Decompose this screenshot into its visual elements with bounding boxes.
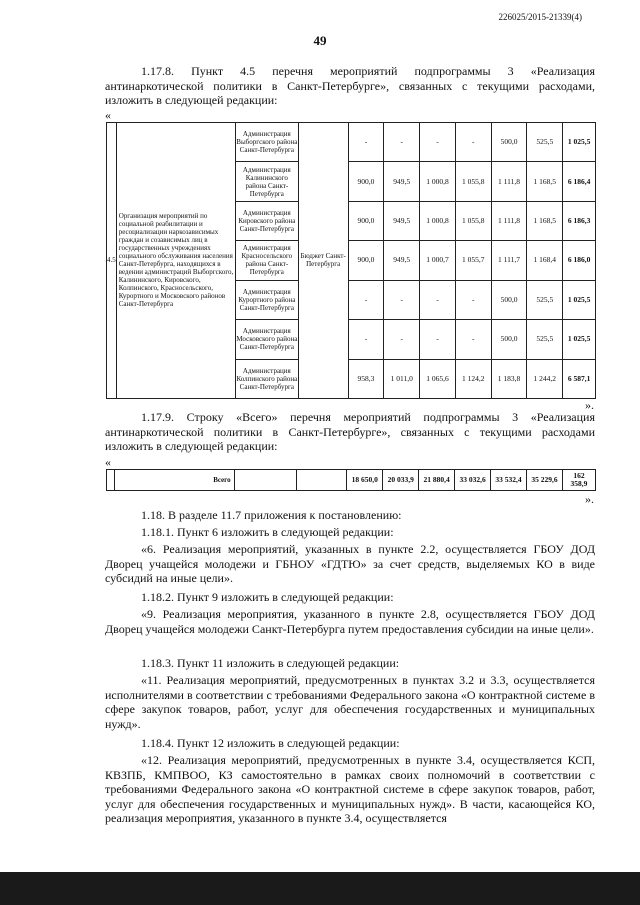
- year-value-cell: -: [420, 280, 456, 319]
- year-value-cell: -: [455, 123, 491, 162]
- year-value-cell: -: [420, 320, 456, 359]
- year-value-cell: 1 055,7: [455, 241, 491, 280]
- total-value: 33 532,4: [491, 470, 527, 491]
- paragraph-item-6: «6. Реализация мероприятий, указанных в пункте 2.2, осуществляется ГБОУ ДОД Дворец учащейся молодежи и ГБНОУ «ГДТЮ» за счет средств, выделяемых КО в виде субсидий на иные цели».: [105, 542, 595, 585]
- paragraph-1-18-4: 1.18.4. Пункт 12 изложить в следующей редакции:: [141, 736, 400, 750]
- year-value-cell: 1 111,8: [491, 162, 527, 201]
- paragraph-1-17-8: 1.17.8. Пункт 4.5 перечня мероприятий подпрограммы 3 «Реализация антинаркотической политики в Санкт-Петербурге», связанных с текущими расходами, изложить в следующей редакции:: [105, 64, 595, 107]
- grand-total-part-2: 358,9: [570, 479, 588, 488]
- year-value-cell: -: [420, 123, 456, 162]
- measures-table-body: [107, 123, 596, 399]
- year-value-cell: 1 055,8: [455, 201, 491, 240]
- year-value-cell: 900,0: [348, 241, 384, 280]
- measures-table: [106, 122, 596, 399]
- paragraph-1-17-9: 1.17.9. Строку «Всего» перечня мероприятий подпрограммы 3 «Реализация антинаркотической политики в Санкт-Петербурге», связанных с текущими расходами изложить в следующей редакции:: [105, 410, 595, 453]
- paragraph-1-18-3: 1.18.3. Пункт 11 изложить в следующей редакции:: [141, 656, 400, 670]
- paragraph-1-18-1: 1.18.1. Пункт 6 изложить в следующей редакции:: [141, 525, 394, 539]
- row-total-cell: 6 186,4: [563, 162, 596, 201]
- year-value-cell: 1 000,8: [420, 201, 456, 240]
- total-cell-empty: [234, 470, 297, 491]
- year-value-cell: 1 183,8: [491, 359, 527, 398]
- year-value-cell: 1 168,5: [527, 162, 563, 201]
- year-value-cell: 1 168,4: [527, 241, 563, 280]
- total-value: 21 880,4: [419, 470, 455, 491]
- year-value-cell: 525,5: [527, 320, 563, 359]
- year-value-cell: -: [348, 320, 384, 359]
- total-label: Всего: [114, 470, 234, 491]
- total-cell-empty: [297, 470, 347, 491]
- quote-close-2: ».: [585, 492, 594, 506]
- row-total-cell: 6 186,3: [563, 201, 596, 240]
- total-row: [107, 470, 596, 491]
- document-number: 226025/2015-21339(4): [498, 12, 582, 22]
- executor-cell: Администрация Колпинского района Санкт-Петербурга: [235, 359, 298, 398]
- year-value-cell: -: [384, 123, 420, 162]
- page-number: 49: [313, 33, 327, 48]
- year-value-cell: 1 111,8: [491, 201, 527, 240]
- row-total-cell: 1 025,5: [563, 280, 596, 319]
- year-value-cell: 949,5: [384, 201, 420, 240]
- paragraph-1-18: 1.18. В разделе 11.7 приложения к постановлению:: [141, 508, 402, 522]
- executor-cell: Администрация Выборгского района Санкт-Петербурга: [235, 123, 298, 162]
- year-value-cell: -: [455, 320, 491, 359]
- year-value-cell: 949,5: [384, 241, 420, 280]
- year-value-cell: 1 011,0: [384, 359, 420, 398]
- row-total-cell: 6 186,0: [563, 241, 596, 280]
- funding-source: Бюджет Санкт-Петербурга: [298, 123, 348, 399]
- item-number: 4.5: [107, 123, 117, 399]
- year-value-cell: 525,5: [527, 123, 563, 162]
- row-total-cell: 1 025,5: [563, 320, 596, 359]
- quote-open: «: [105, 108, 111, 122]
- quote-close: ».: [585, 398, 594, 412]
- year-value-cell: 500,0: [491, 280, 527, 319]
- year-value-cell: -: [384, 320, 420, 359]
- row-total-cell: 1 025,5: [563, 123, 596, 162]
- year-value-cell: 1 244,2: [527, 359, 563, 398]
- year-value-cell: -: [455, 280, 491, 319]
- year-value-cell: 1 168,5: [527, 201, 563, 240]
- year-value-cell: 900,0: [348, 162, 384, 201]
- paragraph-1-18-2: 1.18.2. Пункт 9 изложить в следующей редакции:: [141, 590, 394, 604]
- paragraph-item-12: «12. Реализация мероприятий, предусмотренных в пункте 3.4, осуществляется КСП, КВЗПБ, КМПВОО, КЗ самостоятельно в рамках своих полномочий в соответствии с требованиями Федерального закона «О контрактной системе в сфере закупок товаров, работ, услуг для обеспечения государственных и муниципальных нужд». В части, касающейся КО, реализация мероприятия, указанного в пункте 3.4, осуществляется: [105, 753, 595, 825]
- executor-cell: Администрация Кировского района Санкт-Петербурга: [235, 201, 298, 240]
- year-value-cell: 900,0: [348, 201, 384, 240]
- scan-bottom-edge: [0, 872, 640, 905]
- year-value-cell: 1 000,8: [420, 162, 456, 201]
- year-value-cell: 958,3: [348, 359, 384, 398]
- row-total-cell: 6 587,1: [563, 359, 596, 398]
- table-row: [107, 123, 596, 162]
- executor-cell: Администрация Красносельского района Санкт-Петербурга: [235, 241, 298, 280]
- year-value-cell: 500,0: [491, 123, 527, 162]
- total-value: 35 229,6: [527, 470, 563, 491]
- year-value-cell: 525,5: [527, 280, 563, 319]
- executor-cell: Администрация Калининского района Санкт-Петербурга: [235, 162, 298, 201]
- quote-open-2: «: [105, 455, 111, 469]
- year-value-cell: 500,0: [491, 320, 527, 359]
- year-value-cell: 1 000,7: [420, 241, 456, 280]
- total-table: [106, 469, 596, 491]
- executor-cell: Администрация Курортного района Санкт-Петербурга: [235, 280, 298, 319]
- year-value-cell: -: [348, 123, 384, 162]
- total-value: 20 033,9: [383, 470, 419, 491]
- year-value-cell: 1 111,7: [491, 241, 527, 280]
- year-value-cell: -: [384, 280, 420, 319]
- grand-total-part-1: 162: [573, 471, 585, 480]
- grand-total: [562, 470, 595, 491]
- paragraph-item-9: «9. Реализация мероприятия, указанного в пункте 2.8, осуществляется ГБОУ ДОД Дворец учащейся молодежи Санкт-Петербурга путем предоставления субсидии на иные цели».: [105, 607, 595, 636]
- year-value-cell: 1 124,2: [455, 359, 491, 398]
- year-value-cell: -: [348, 280, 384, 319]
- total-value: 33 032,6: [455, 470, 491, 491]
- paragraph-item-11: «11. Реализация мероприятий, предусмотренных в пунктах 3.2 и 3.3, осуществляется исполнителями в соответствии с требованиями Федерального закона «О контрактной системе в сфере закупок товаров, работ, услуг для обеспечения государственных и муниципальных нужд».: [105, 673, 595, 731]
- year-value-cell: 1 065,6: [420, 359, 456, 398]
- year-value-cell: 1 055,8: [455, 162, 491, 201]
- year-value-cell: 949,5: [384, 162, 420, 201]
- total-cell-empty: [107, 470, 115, 491]
- executor-cell: Администрация Московского района Санкт-Петербурга: [235, 320, 298, 359]
- total-value: 18 650,0: [347, 470, 383, 491]
- measure-name: Организация мероприятий по социальной реабилитации и ресоциализации наркозависимых граждан и созависимых лиц в государственных учреждениях социального обслуживания населения Санкт-Петербурга, находящихся в ведении администраций Выборгского, Калининского, Кировского, Колпинского, Красносельского, Курортного и Московского районов Санкт-Петербурга: [116, 123, 235, 399]
